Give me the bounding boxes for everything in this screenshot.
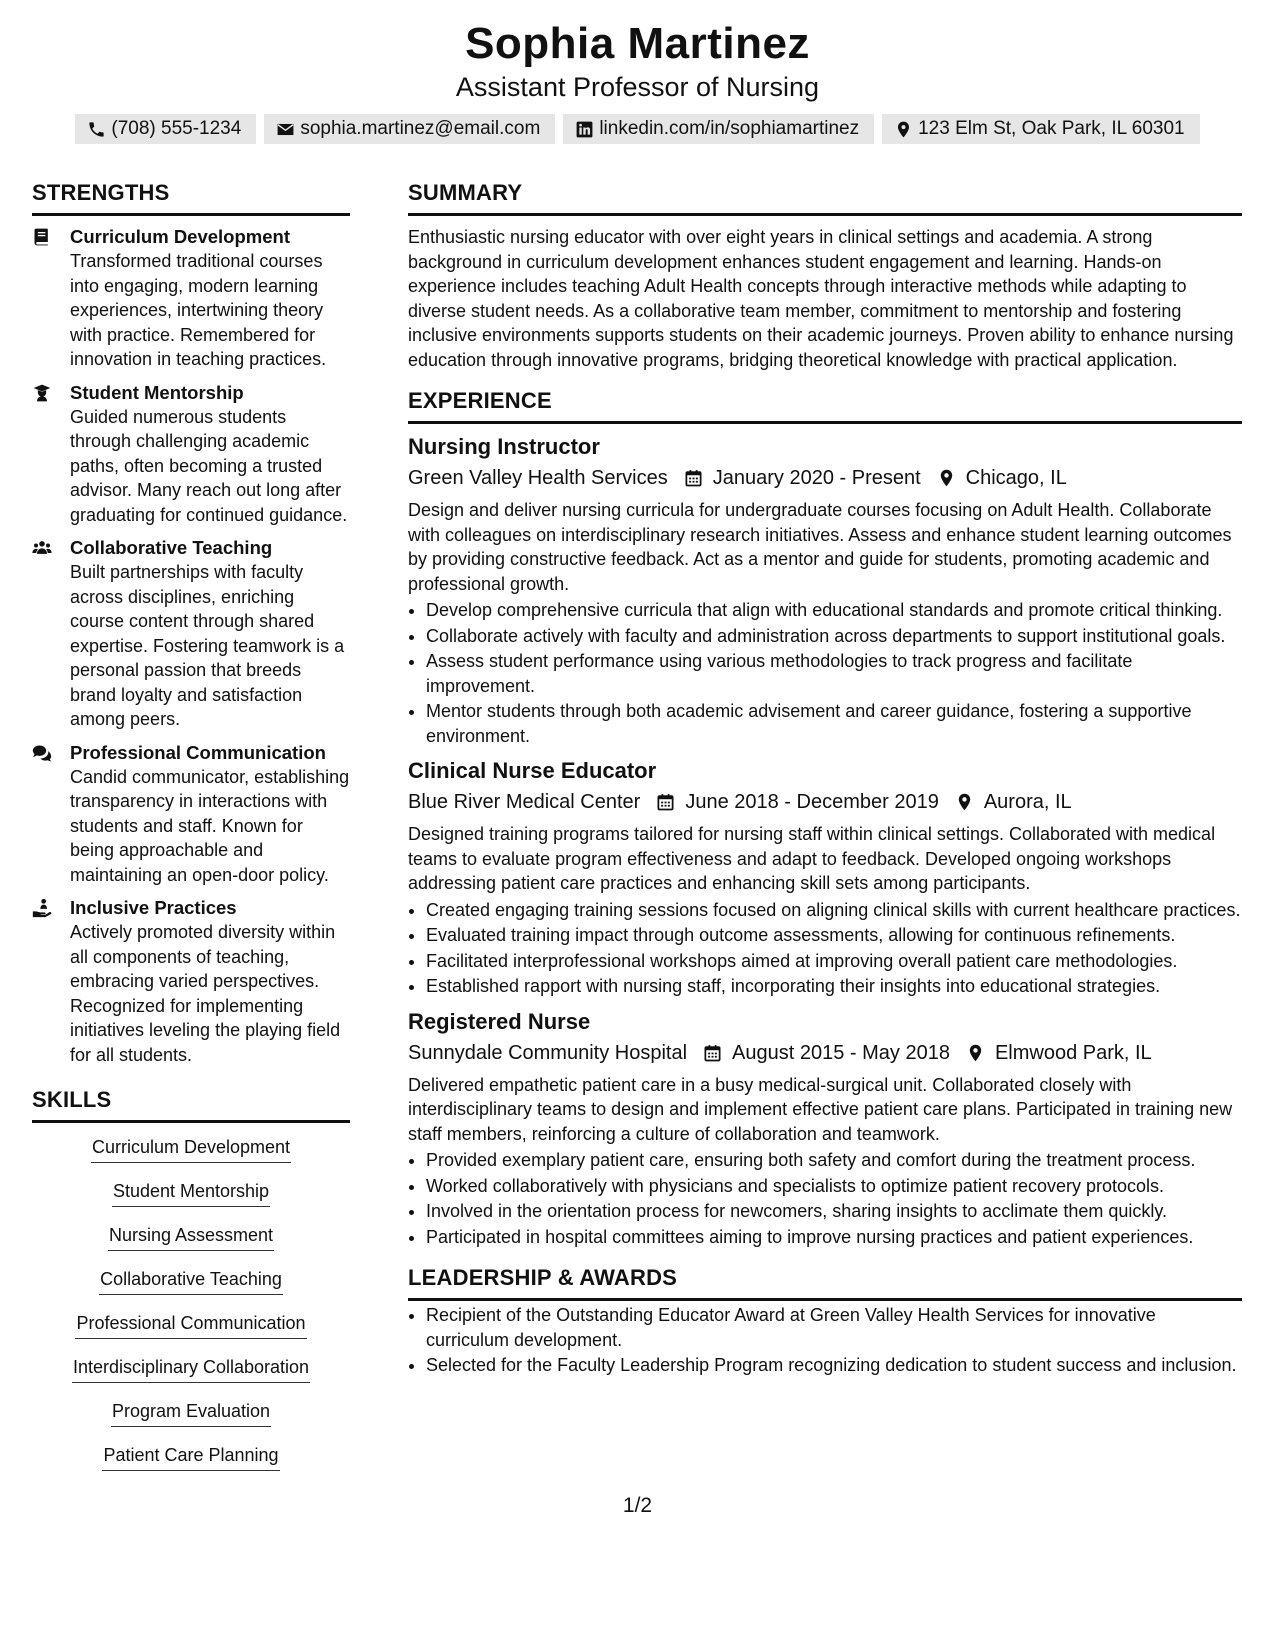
leadership-list bbox=[408, 1303, 1242, 1378]
envelope-icon bbox=[276, 120, 295, 139]
job-company: Blue River Medical Center bbox=[408, 791, 641, 813]
bullet-item: • Collaborate actively with faculty and administration across departments to support institutional goals. bbox=[426, 624, 1242, 649]
skill-tag: Collaborative Teaching bbox=[99, 1267, 283, 1295]
bullet-item: • Develop comprehensive curricula that align with educational standards and promote critical thinking. bbox=[426, 598, 1242, 623]
job-bullets bbox=[408, 1148, 1242, 1249]
job-entry bbox=[408, 1007, 1242, 1250]
bullet-item: • Facilitated interprofessional workshops aimed at improving overall patient care methodologies. bbox=[426, 949, 1242, 974]
strength-item bbox=[32, 895, 350, 1067]
strength-desc: Candid communicator, establishing transparency in interactions with students and staff. Known for being approachable and maintaining an open-door policy. bbox=[70, 766, 350, 885]
strength-item bbox=[32, 380, 350, 528]
comments-icon bbox=[32, 743, 54, 763]
skills-list bbox=[32, 1135, 350, 1487]
strength-title: Inclusive Practices bbox=[70, 897, 237, 918]
job-company: Green Valley Health Services bbox=[408, 467, 668, 489]
contact-phone bbox=[75, 114, 256, 144]
linkedin-text: linkedin.com/in/sophiamartinez bbox=[599, 118, 860, 139]
contact-address bbox=[882, 114, 1200, 144]
strength-desc: Actively promoted diversity within all components of teaching, embracing varied perspectives. Recognized for implementing initiatives leveling the playing field for all students. bbox=[70, 922, 341, 1065]
bullet-item: • Mentor students through both academic advisement and career guidance, fostering a supportive environment. bbox=[426, 699, 1242, 748]
job-title: Registered Nurse bbox=[408, 1008, 591, 1034]
bullet-item: • Created engaging training sessions focused on aligning clinical skills with current healthcare practices. bbox=[426, 898, 1242, 923]
job-dates: January 2020 - Present bbox=[712, 467, 921, 489]
job-entry bbox=[408, 756, 1242, 999]
bullet-item: • Established rapport with nursing staff, incorporating their insights into educational strategies. bbox=[426, 974, 1242, 999]
bullet-item: • Recipient of the Outstanding Educator Award at Green Valley Health Services for innovative curriculum development. bbox=[426, 1303, 1242, 1352]
strength-title: Collaborative Teaching bbox=[70, 537, 273, 558]
job-entry bbox=[408, 432, 1242, 748]
bullet-item: • Participated in hospital committees aiming to improve nursing practices and patient experiences. bbox=[426, 1225, 1242, 1250]
contact-bar bbox=[0, 114, 1275, 144]
left-column bbox=[32, 178, 350, 1487]
strength-desc: Built partnerships with faculty across disciplines, enriching course content through shared expertise. Fostering teamwork is a personal passion that breeds brand loyalty and satisfaction among peers. bbox=[70, 562, 345, 729]
skill-tag: Interdisciplinary Collaboration bbox=[72, 1355, 310, 1383]
candidate-name: Sophia Martinez bbox=[465, 19, 810, 68]
job-meta bbox=[408, 464, 1242, 492]
job-company: Sunnydale Community Hospital bbox=[408, 1041, 688, 1064]
strengths-heading: STRENGTHS bbox=[32, 178, 350, 216]
phone-text: (708) 555-1234 bbox=[111, 118, 242, 139]
job-title: Nursing Instructor bbox=[408, 434, 600, 459]
calendar-icon bbox=[656, 792, 675, 812]
calendar-icon bbox=[684, 468, 703, 488]
job-dates: August 2015 - May 2018 bbox=[732, 1041, 950, 1064]
job-description: Designed training programs tailored for nursing staff within clinical settings. Collaborated with medical teams to evaluate program effectiveness and adapt to feedback. Developed ongoing workshops addressing patient care practices and enhancing skill sets among participants. bbox=[408, 824, 1216, 893]
skills-heading: SKILLS bbox=[32, 1085, 350, 1123]
strength-item bbox=[32, 740, 350, 888]
job-bullets bbox=[408, 598, 1242, 748]
book-icon bbox=[32, 227, 54, 247]
strength-title: Curriculum Development bbox=[70, 226, 290, 247]
job-description: Design and deliver nursing curricula for undergraduate courses focusing on Adult Health. Collaborate with colleagues on interdisciplinary research initiatives. Assess and enhance student learning outcomes by providing constructive feedback. Act as a mentor and guide for students, promoting academic and professional growth. bbox=[408, 500, 1232, 594]
calendar-icon bbox=[703, 1043, 722, 1063]
skill-tag: Program Evaluation bbox=[111, 1399, 271, 1427]
contact-email[interactable] bbox=[264, 114, 555, 144]
map-pin-icon bbox=[937, 468, 956, 488]
map-pin-icon bbox=[966, 1043, 985, 1063]
skill-tag: Patient Care Planning bbox=[102, 1443, 279, 1471]
candidate-title: Assistant Professor of Nursing bbox=[455, 72, 820, 102]
email-text: sophia.martinez@email.com bbox=[300, 118, 541, 139]
right-column bbox=[408, 178, 1242, 1379]
bullet-item: • Provided exemplary patient care, ensuring both safety and comfort during the treatment process. bbox=[426, 1148, 1242, 1173]
bullet-item: • Selected for the Faculty Leadership Program recognizing dedication to student success and inclusion. bbox=[426, 1353, 1242, 1378]
experience-heading: EXPERIENCE bbox=[408, 386, 1242, 424]
job-description: Delivered empathetic patient care in a busy medical-surgical unit. Collaborated closely with interdisciplinary teams to design and implement effective patient care plans. Participated in training new staff members, reinforcing a culture of collaboration and teamwork. bbox=[408, 1074, 1233, 1144]
map-pin-icon bbox=[955, 792, 974, 812]
skill-tag: Curriculum Development bbox=[91, 1135, 291, 1163]
resume-header bbox=[0, 18, 1275, 144]
job-location: Chicago, IL bbox=[965, 467, 1067, 489]
strength-desc: Transformed traditional courses into engaging, modern learning experiences, intertwining theory with practice. Remembered for innovation in teaching practices. bbox=[70, 251, 327, 369]
strength-item bbox=[32, 224, 350, 372]
phone-icon bbox=[87, 120, 106, 139]
hand-holding-person-icon bbox=[32, 898, 54, 918]
skill-tag: Professional Communication bbox=[75, 1311, 306, 1339]
bullet-item: • Assess student performance using various methodologies to track progress and facilitate improvement. bbox=[426, 649, 1242, 698]
job-bullets bbox=[408, 898, 1242, 999]
graduate-icon bbox=[32, 383, 54, 403]
address-text: 123 Elm St, Oak Park, IL 60301 bbox=[918, 118, 1185, 139]
summary-heading: SUMMARY bbox=[408, 178, 1242, 216]
strength-desc: Guided numerous students through challenging academic paths, often becoming a trusted advisor. Many reach out long after graduating for continued guidance. bbox=[70, 406, 348, 525]
job-location: Aurora, IL bbox=[983, 791, 1072, 813]
job-meta bbox=[408, 1039, 1242, 1067]
bullet-item: • Involved in the orientation process for newcomers, sharing insights to acclimate them quickly. bbox=[426, 1199, 1242, 1224]
linkedin-icon bbox=[575, 120, 594, 139]
job-title: Clinical Nurse Educator bbox=[408, 758, 657, 783]
job-dates: June 2018 - December 2019 bbox=[685, 791, 939, 813]
skill-tag: Nursing Assessment bbox=[108, 1223, 274, 1251]
strength-title: Professional Communication bbox=[70, 741, 326, 763]
users-icon bbox=[32, 538, 54, 558]
bullet-item: • Evaluated training impact through outcome assessments, allowing for continuous refinements. bbox=[426, 923, 1242, 948]
job-meta bbox=[408, 788, 1242, 816]
summary-text: Enthusiastic nursing educator with over eight years in clinical settings and academia. A strong background in curriculum development enhances student engagement and learning. Hands-on experience includes teaching Adult Health concepts through interactive methods while adapting to diverse student needs. As a collaborative team member, commitment to mentorship and fostering inclusive environments supports students on their academic journeys. Proven ability to enhance nursing education through innovative programs, bridging theoretical knowledge with practical application. bbox=[408, 227, 1234, 370]
contact-linkedin[interactable] bbox=[563, 114, 874, 144]
strength-item bbox=[32, 535, 350, 732]
map-pin-icon bbox=[894, 120, 913, 139]
strength-title: Student Mentorship bbox=[70, 381, 244, 403]
skill-tag: Student Mentorship bbox=[112, 1179, 270, 1207]
page-number: 1/2 bbox=[622, 1494, 653, 1517]
leadership-heading: LEADERSHIP & AWARDS bbox=[408, 1263, 1242, 1301]
bullet-item: • Worked collaboratively with physicians and specialists to optimize patient recovery protocols. bbox=[426, 1174, 1242, 1199]
job-location: Elmwood Park, IL bbox=[994, 1041, 1152, 1064]
